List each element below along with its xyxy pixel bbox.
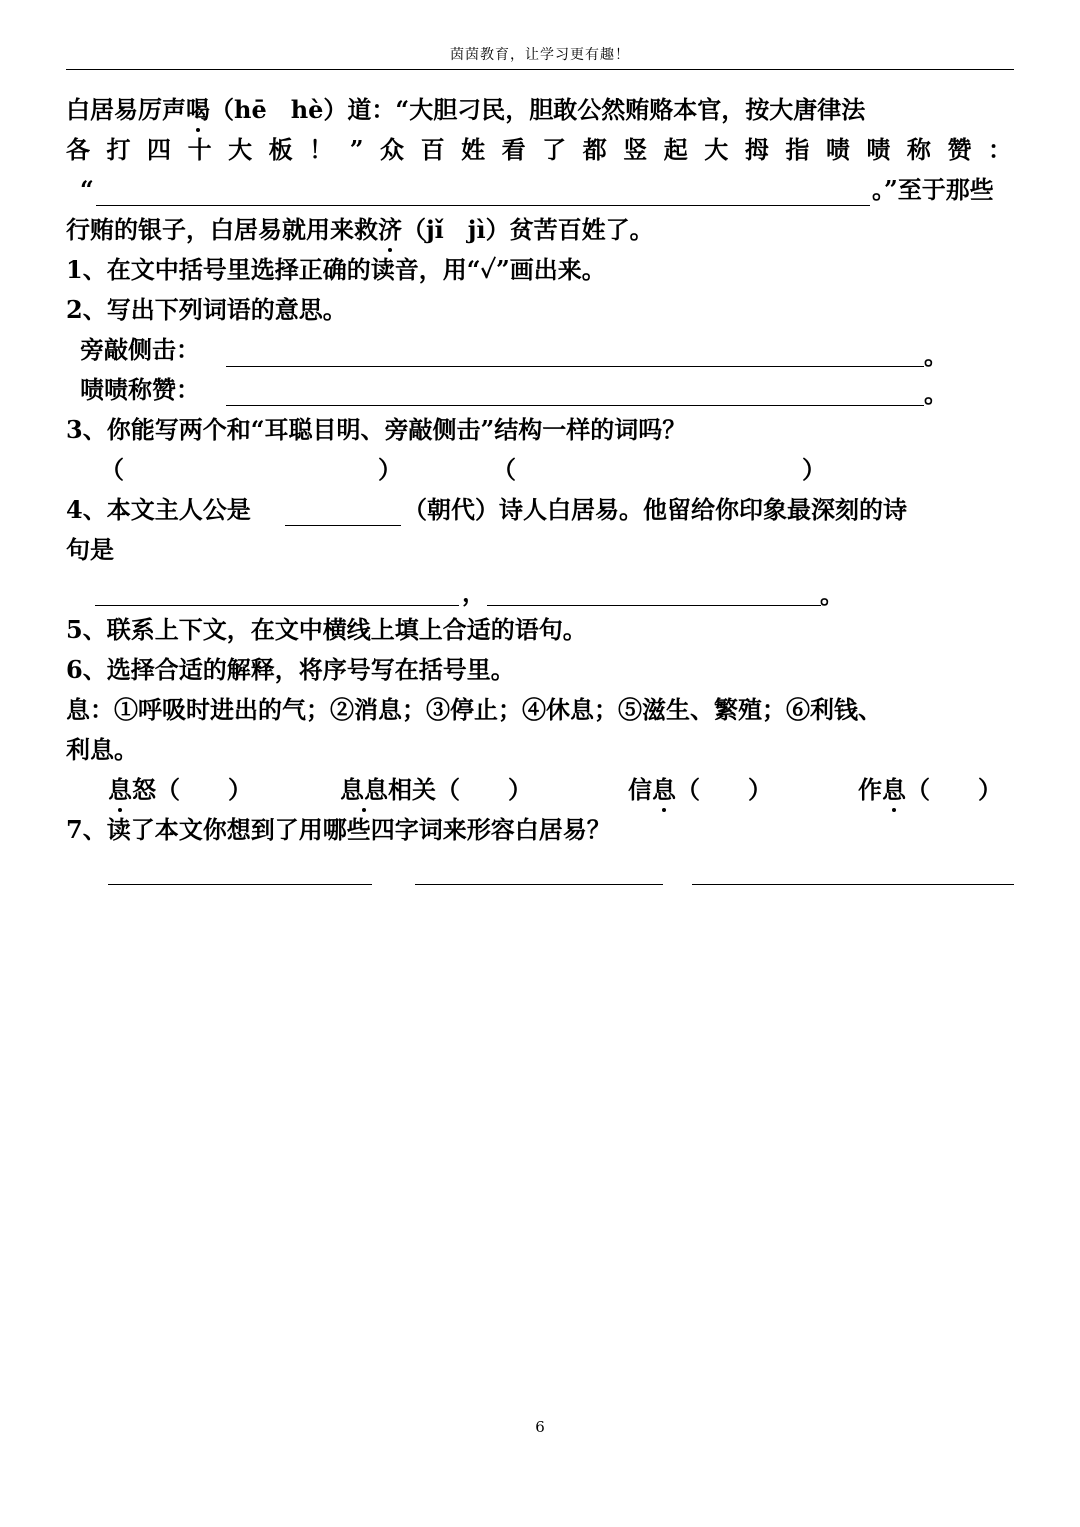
- page-header: 茵茵教育，让学习更有趣！: [450, 47, 630, 63]
- question-3: 3、你能写两个和“耳聪目明、旁敲侧击”结构一样的词吗？: [66, 415, 687, 444]
- question-7: 7、读了本文你想到了用哪些四字词来形容白居易？: [66, 815, 611, 844]
- passage-line-4: 行贿的银子，白居易就用来救济（jǐ jì）贫苦百姓了。: [66, 210, 654, 250]
- passage-fill-blank[interactable]: [96, 205, 870, 206]
- passage-quote-open: “: [80, 175, 94, 204]
- emphasis-char: 济: [378, 210, 402, 250]
- word-item-3: 信息（ ）: [628, 770, 772, 810]
- answer-paren-open: （: [492, 455, 516, 484]
- answer-blank[interactable]: [692, 884, 1014, 885]
- question-2: 2、写出下列词语的意思。: [66, 295, 347, 324]
- page-number: 6: [535, 1418, 545, 1436]
- answer-paren-close: ）: [802, 455, 826, 484]
- answer-blank[interactable]: [415, 884, 663, 885]
- passage-line-1: 白居易厉声喝（hē hè）道：“大胆刁民，胆敢公然贿赂本官，按大唐律法: [66, 90, 865, 130]
- period-mark: 。: [820, 580, 844, 609]
- emphasis-char: 息: [652, 770, 676, 810]
- question-4-part-3: 句是: [66, 535, 114, 564]
- word-item-1: 息怒（ ）: [108, 770, 252, 810]
- question-5: 5、联系上下文，在文中横线上填上合适的语句。: [66, 615, 587, 644]
- answer-blank[interactable]: [226, 366, 924, 367]
- question-4-part-1: 4、本文主人公是: [66, 495, 251, 524]
- definition-line-2: 利息。: [66, 735, 138, 764]
- answer-paren-close: ）: [378, 455, 402, 484]
- word-item-4: 作息（ ）: [858, 770, 1002, 810]
- emphasis-char: 息: [108, 770, 132, 810]
- emphasis-char: 息: [882, 770, 906, 810]
- dynasty-blank[interactable]: [285, 525, 401, 526]
- poem-blank-2[interactable]: [487, 605, 821, 606]
- period-mark: 。: [924, 341, 948, 370]
- passage-line-3-end: 。”至于那些: [872, 175, 994, 204]
- question-4-part-2: （朝代）诗人白居易。他留给你印象最深刻的诗: [403, 495, 907, 524]
- definition-line: 息：①呼吸时进出的气；②消息；③停止；④休息；⑤滋生、繁殖；⑥利钱、: [66, 695, 882, 724]
- answer-blank[interactable]: [226, 405, 924, 406]
- term-label: 旁敲侧击：: [80, 335, 200, 364]
- passage-line-2: 各打四十大板！”众百姓看了都竖起大拇指啧啧称赞：: [66, 135, 1014, 164]
- question-6: 6、选择合适的解释，将序号写在括号里。: [66, 655, 515, 684]
- term-label: 啧啧称赞：: [80, 375, 200, 404]
- word-item-2: 息息相关（ ）: [340, 770, 532, 810]
- emphasis-char: 息息: [340, 770, 388, 810]
- poem-blank-1[interactable]: [95, 605, 459, 606]
- header-divider: [66, 69, 1014, 70]
- answer-paren-open: （: [100, 455, 124, 484]
- answer-blank[interactable]: [108, 884, 372, 885]
- emphasis-char: 喝: [186, 90, 210, 130]
- question-1: 1、在文中括号里选择正确的读音，用“✓”画出来。: [66, 255, 606, 284]
- period-mark: 。: [924, 379, 948, 408]
- comma-mark: ，: [462, 578, 486, 607]
